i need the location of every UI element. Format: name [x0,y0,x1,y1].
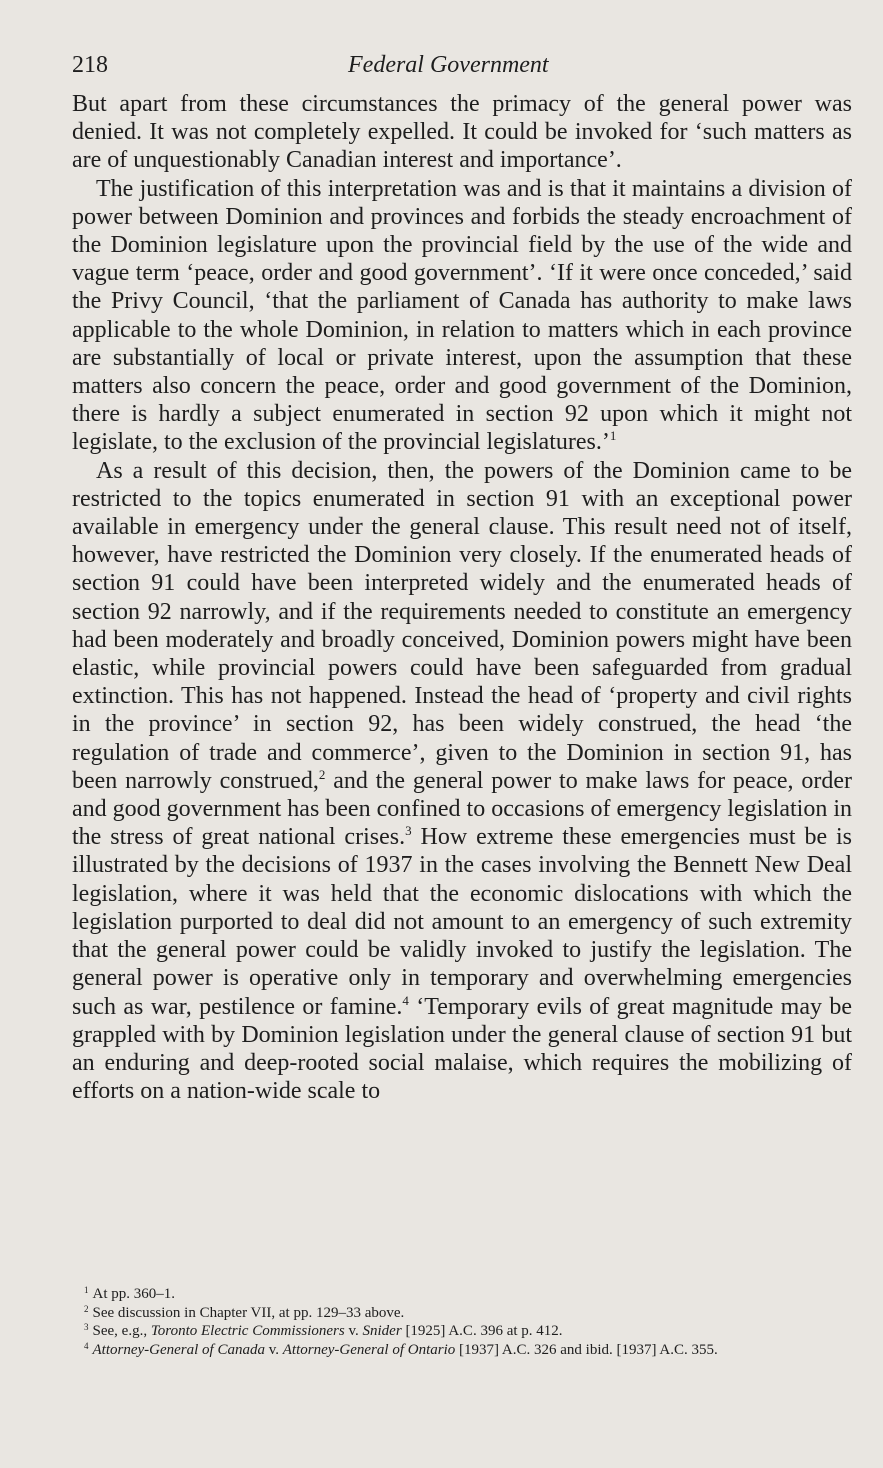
paragraph-3: As a result of this decision, then, the powers of the Dominion came to be restricted to the topics enumerated in section 91 with an exceptional power available in emergency under the general clause. This result need not of itself, however, have restricted the Dominion very closely. If the enumerated heads of section 91 could have been interpreted widely and the enumerated heads of section 92 narrowly, and if the requirements needed to constitute an emergency had been moderately and broadly conceived, Dominion powers might have been elastic, while provincial powers could have been safeguarded from gradual extinction. This has not happened. Instead the head of ‘property and civil rights in the province’ in section 92, has been widely construed, the head ‘the regulation of trade and commerce’, given to the Dominion in section 91, has been narrowly construed,$^2$ and the general power to make laws for peace, order and good government has been confined to occasions of emergency legislation in the stress of great national crises.$^3$ How extreme these emergencies must be is illustrated by the decisions of 1937 in the cases involving the Bennett New Deal legislation, where it was held that the economic dislocations with which the legislation purported to deal did not amount to an emergency of such extremity that the general power could be validly invoked to justify the legislation. The general power is operative only in temporary and overwhelming emergencies such as war, pestilence or famine.$^4$ ‘Temporary evils of great magnitude may be grappled with by Dominion legislation under the general clause of section 91 but an enduring and deep-rooted social malaise, which requires the mobilizing of efforts on a nation-wide scale to [72,457,853,1105]
footnote-ref-3: 3 [405,823,412,839]
page-number: 218 [72,52,108,78]
body-text [72,90,852,1105]
paragraph-2: The justification of this interpretation was and is that it maintains a division of power between Dominion and provinces and forbids the steady encroachment of the Dominion legislature upon the provincial field by the use of the wide and vague term ‘peace, order and good government’. ‘If it were once conceded,’ said the Privy Council, ‘that the parliament of Canada has authority to make laws applicable to the whole Dominion, in relation to matters which in each province are substantially of local or private interest, upon the assumption that these matters also concern the peace, order and good government of the Dominion, there is hardly a subject enumerated in section 92 upon which it might not legislate, to the exclusion of the provincial legislatures.’$^1$ [72,175,852,456]
footnote-ref-4: 4 [402,992,409,1008]
running-header [72,52,852,84]
footnote-2: $^2$ See discussion in Chapter VII, at pp. 129–33 above. [84,1303,405,1321]
footnote-ref-2: 2 [318,766,326,782]
paragraph-1: But apart from these circumstances the primacy of the general power was denied. It was not completely expelled. It could be invoked for ‘such matters as are of unquestionably Canadian interest and importance’. [72,91,852,174]
footnotes [72,1285,852,1359]
footnote-ref-1: 1 [609,428,617,444]
running-title: Federal Government [348,52,549,78]
footnote-4: $^4$ Attorney-General of Canada v. Attorney-General of Ontario [1937] A.C. 326 and ibid. [1937] A.C. 355. [84,1340,718,1358]
footnote-3: $^3$ See, e.g., Toronto Electric Commissioners v. Snider [1925] A.C. 396 at p. 412. [84,1322,563,1339]
footnote-1: $^1$ At pp. 360–1. [84,1285,175,1302]
